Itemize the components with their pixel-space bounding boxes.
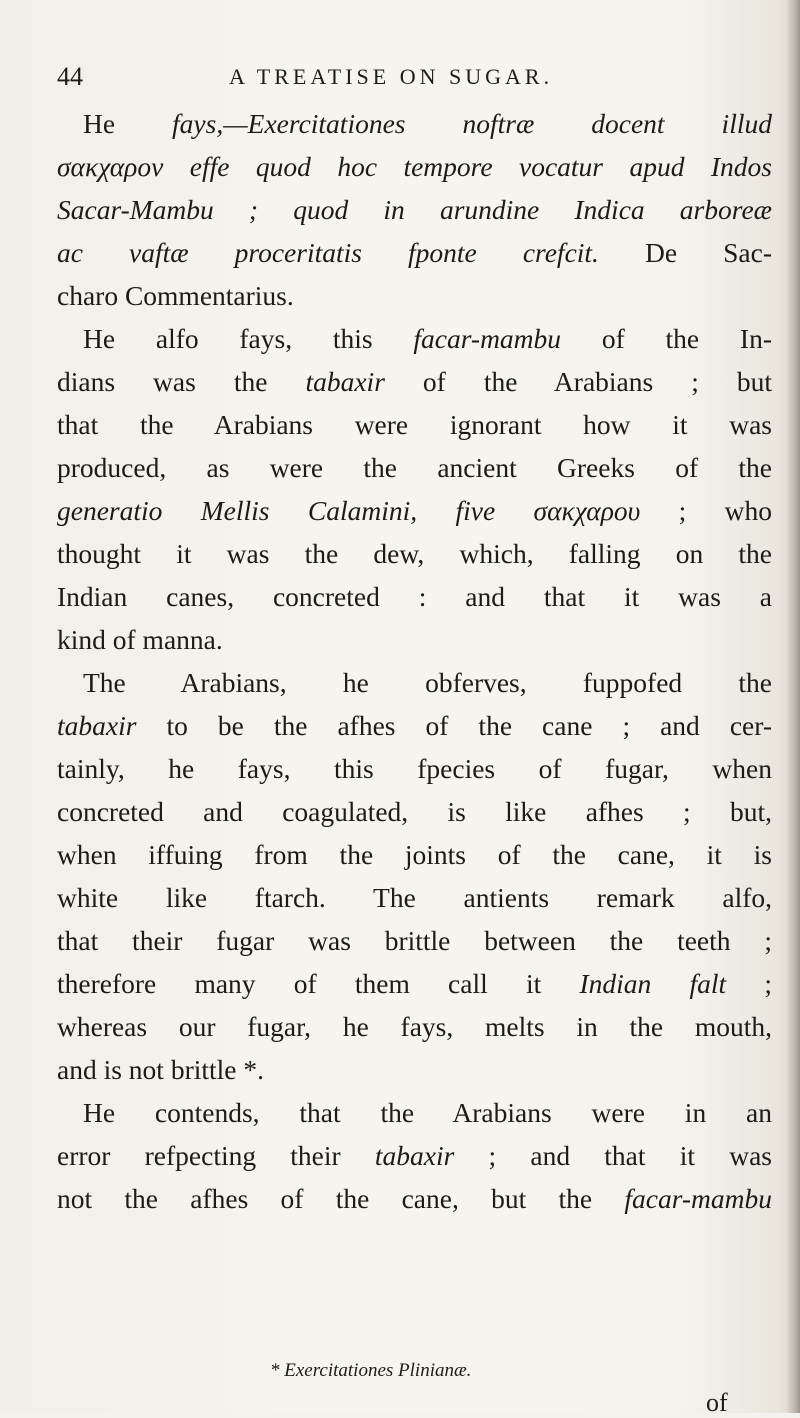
text-run: of the Arabians ; but xyxy=(384,366,772,397)
catchword: of xyxy=(706,1388,728,1417)
text-line xyxy=(57,661,772,704)
text-run: error refpecting their xyxy=(57,1140,375,1171)
text-run: charo Commentarius. xyxy=(57,280,294,311)
text-line xyxy=(57,833,772,876)
italic-run: ac vaftæ proceritatis fponte crefcit. xyxy=(57,237,599,268)
text-run: white like ftarch. The antients remark alfo, xyxy=(57,882,772,913)
text-line xyxy=(57,446,772,489)
text-line xyxy=(57,1048,772,1091)
text-run: Indian canes, concreted : and that it was a xyxy=(57,581,772,612)
text-line xyxy=(57,704,772,747)
text-line xyxy=(57,403,772,446)
text-run: He alfo fays, this xyxy=(83,323,414,354)
text-run: therefore many of them call it xyxy=(57,968,580,999)
text-run: kind of manna. xyxy=(57,624,223,655)
text-run: tainly, he fays, this fpecies of fugar, when xyxy=(57,753,772,784)
text-line xyxy=(57,102,772,145)
text-line xyxy=(57,532,772,575)
text-run: De Sac- xyxy=(598,237,772,268)
italic-run: facar-mambu xyxy=(624,1183,772,1214)
text-run: ; and that it was xyxy=(454,1140,772,1171)
text-line xyxy=(57,575,772,618)
text-line xyxy=(57,618,772,661)
footnote: * Exercitationes Plinianæ. xyxy=(270,1360,472,1381)
text-run: The Arabians, he obferves, fuppofed the xyxy=(83,667,772,698)
text-run: not the afhes of the cane, but the xyxy=(57,1183,625,1214)
text-run: produced, as were the ancient Greeks of the xyxy=(57,452,772,483)
italic-run: generatio Mellis Calamini, five σακχαρου xyxy=(57,495,641,526)
italic-run: fays,—Exercitationes noftræ docent illud xyxy=(172,108,772,139)
text-run: when iffuing from the joints of the cane, it is xyxy=(57,839,772,870)
italic-run: tabaxir xyxy=(57,710,137,741)
text-run: ; xyxy=(726,968,772,999)
text-line xyxy=(57,747,772,790)
text-run: thought it was the dew, which, falling on the xyxy=(57,538,772,569)
text-line xyxy=(57,876,772,919)
italic-run: Indian falt xyxy=(579,968,727,999)
text-run: and is not brittle *. xyxy=(57,1054,264,1085)
text-line xyxy=(57,489,772,532)
text-line xyxy=(57,962,772,1005)
text-run: that their fugar was brittle between the teeth ; xyxy=(57,925,772,956)
text-run: concreted and coagulated, is like afhes ; but, xyxy=(57,796,772,827)
italic-run: tabaxir xyxy=(305,366,385,397)
text-line xyxy=(57,317,772,360)
text-run: ; who xyxy=(640,495,772,526)
text-run: whereas our fugar, he fays, melts in the mouth, xyxy=(57,1011,772,1042)
italic-run: facar-mambu xyxy=(413,323,562,354)
page-header xyxy=(57,62,757,98)
italic-run: Sacar-Mambu ; quod in arundine Indica arboreæ xyxy=(57,194,772,225)
text-line xyxy=(57,231,772,274)
text-run: of the In- xyxy=(561,323,772,354)
text-line xyxy=(57,1091,772,1134)
text-run: He contends, that the Arabians were in an xyxy=(83,1097,772,1128)
text-run: that the Arabians were ignorant how it was xyxy=(57,409,772,440)
text-line xyxy=(57,790,772,833)
italic-run: tabaxir xyxy=(374,1140,455,1171)
text-line xyxy=(57,1134,772,1177)
body-text xyxy=(57,102,772,1220)
text-line xyxy=(57,1177,772,1220)
page-number: 44 xyxy=(57,62,83,91)
text-line xyxy=(57,919,772,962)
text-line xyxy=(57,360,772,403)
text-run: dians was the xyxy=(57,366,306,397)
text-line xyxy=(57,188,772,231)
text-run: He xyxy=(83,108,173,139)
running-title: A TREATISE ON SUGAR. xyxy=(229,64,554,89)
text-run: to be the afhes of the cane ; and cer- xyxy=(136,710,772,741)
text-line xyxy=(57,145,772,188)
page-gutter-shadow xyxy=(786,0,800,1413)
text-line xyxy=(57,274,772,317)
italic-run: σακχαρον effe quod hoc tempore vocatur apud Indos xyxy=(57,151,772,182)
text-line xyxy=(57,1005,772,1048)
